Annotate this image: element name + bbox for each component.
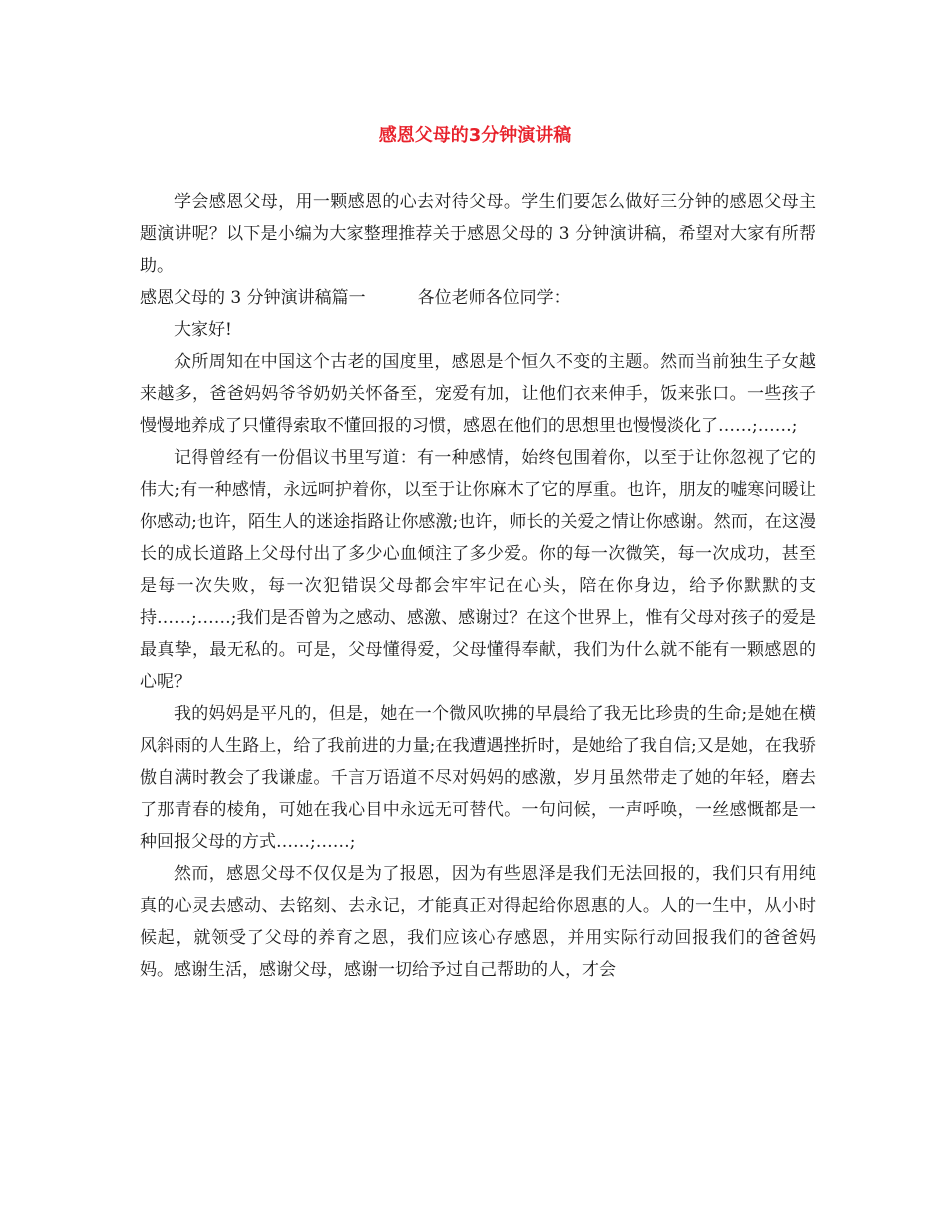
document-title: 感恩父母的3分钟演讲稿: [378, 125, 572, 146]
body-paragraph: 然而，感恩父母不仅仅是为了报恩，因为有些恩泽是我们无法回报的，我们只有用纯真的心灵去感动、去铭刻、去永记，才能真正对得起给你恩惠的人。人的一生中，从小时候起，就领受了父母的养育之恩，我们应该心存感恩，并用实际行动回报我们的爸爸妈妈。感谢生活，感谢父母，感谢一切给予过自己帮助的人，才会: [140, 864, 816, 980]
document-body: [140, 186, 816, 986]
section-heading-line: [140, 282, 816, 314]
greeting: 大家好!: [174, 320, 232, 340]
salutation: 各位老师各位同学：: [417, 288, 571, 308]
body-paragraph: 记得曾经有一份倡议书里写道：有一种感情，始终包围着你，以至于让你忽视了它的伟大;有一种感情，永远呵护着你，以至于让你麻木了它的厚重。也许，朋友的嘘寒问暖让你感动;也许，陌生人的迷途指路让你感激;也许，师长的关爱之情让你感谢。然而，在这漫长的成长道路上父母付出了多少心血倾注了多少爱。你的每一次微笑，每一次成功，甚至是每一次失败，每一次犯错误父母都会牢牢记在心头，陪在你身边，给予你默默的支持……;……;我们是否曾为之感动、感激、感谢过？在这个世界上，惟有父母对孩子的爱是最真挚，最无私的。可是，父母懂得爱，父母懂得奉献，我们为什么就不能有一颗感恩的心呢？: [140, 448, 816, 692]
body-paragraph: 众所周知在中国这个古老的国度里，感恩是个恒久不变的主题。然而当前独生子女越来越多，爸爸妈妈爷爷奶奶关怀备至，宠爱有加，让他们衣来伸手，饭来张口。一些孩子慢慢地养成了只懂得索取不懂回报的习惯，感恩在他们的思想里也慢慢淡化了……;……;: [140, 352, 816, 436]
intro-paragraph: 学会感恩父母，用一颗感恩的心去对待父母。学生们要怎么做好三分钟的感恩父母主题演讲呢？以下是小编为大家整理推荐关于感恩父母的 3 分钟演讲稿，希望对大家有所帮助。: [140, 192, 816, 276]
section-heading: 感恩父母的 3 分钟演讲稿篇一: [140, 288, 366, 308]
body-paragraph: 我的妈妈是平凡的，但是，她在一个微风吹拂的早晨给了我无比珍贵的生命;是她在横风斜雨的人生路上，给了我前进的力量;在我遭遇挫折时，是她给了我自信;又是她，在我骄傲自满时教会了我谦虚。千言万语道不尽对妈妈的感激，岁月虽然带走了她的年轻，磨去了那青春的棱角，可她在我心目中永远无可替代。一句问候，一声呼唤，一丝感慨都是一种回报父母的方式……;……;: [140, 704, 816, 852]
